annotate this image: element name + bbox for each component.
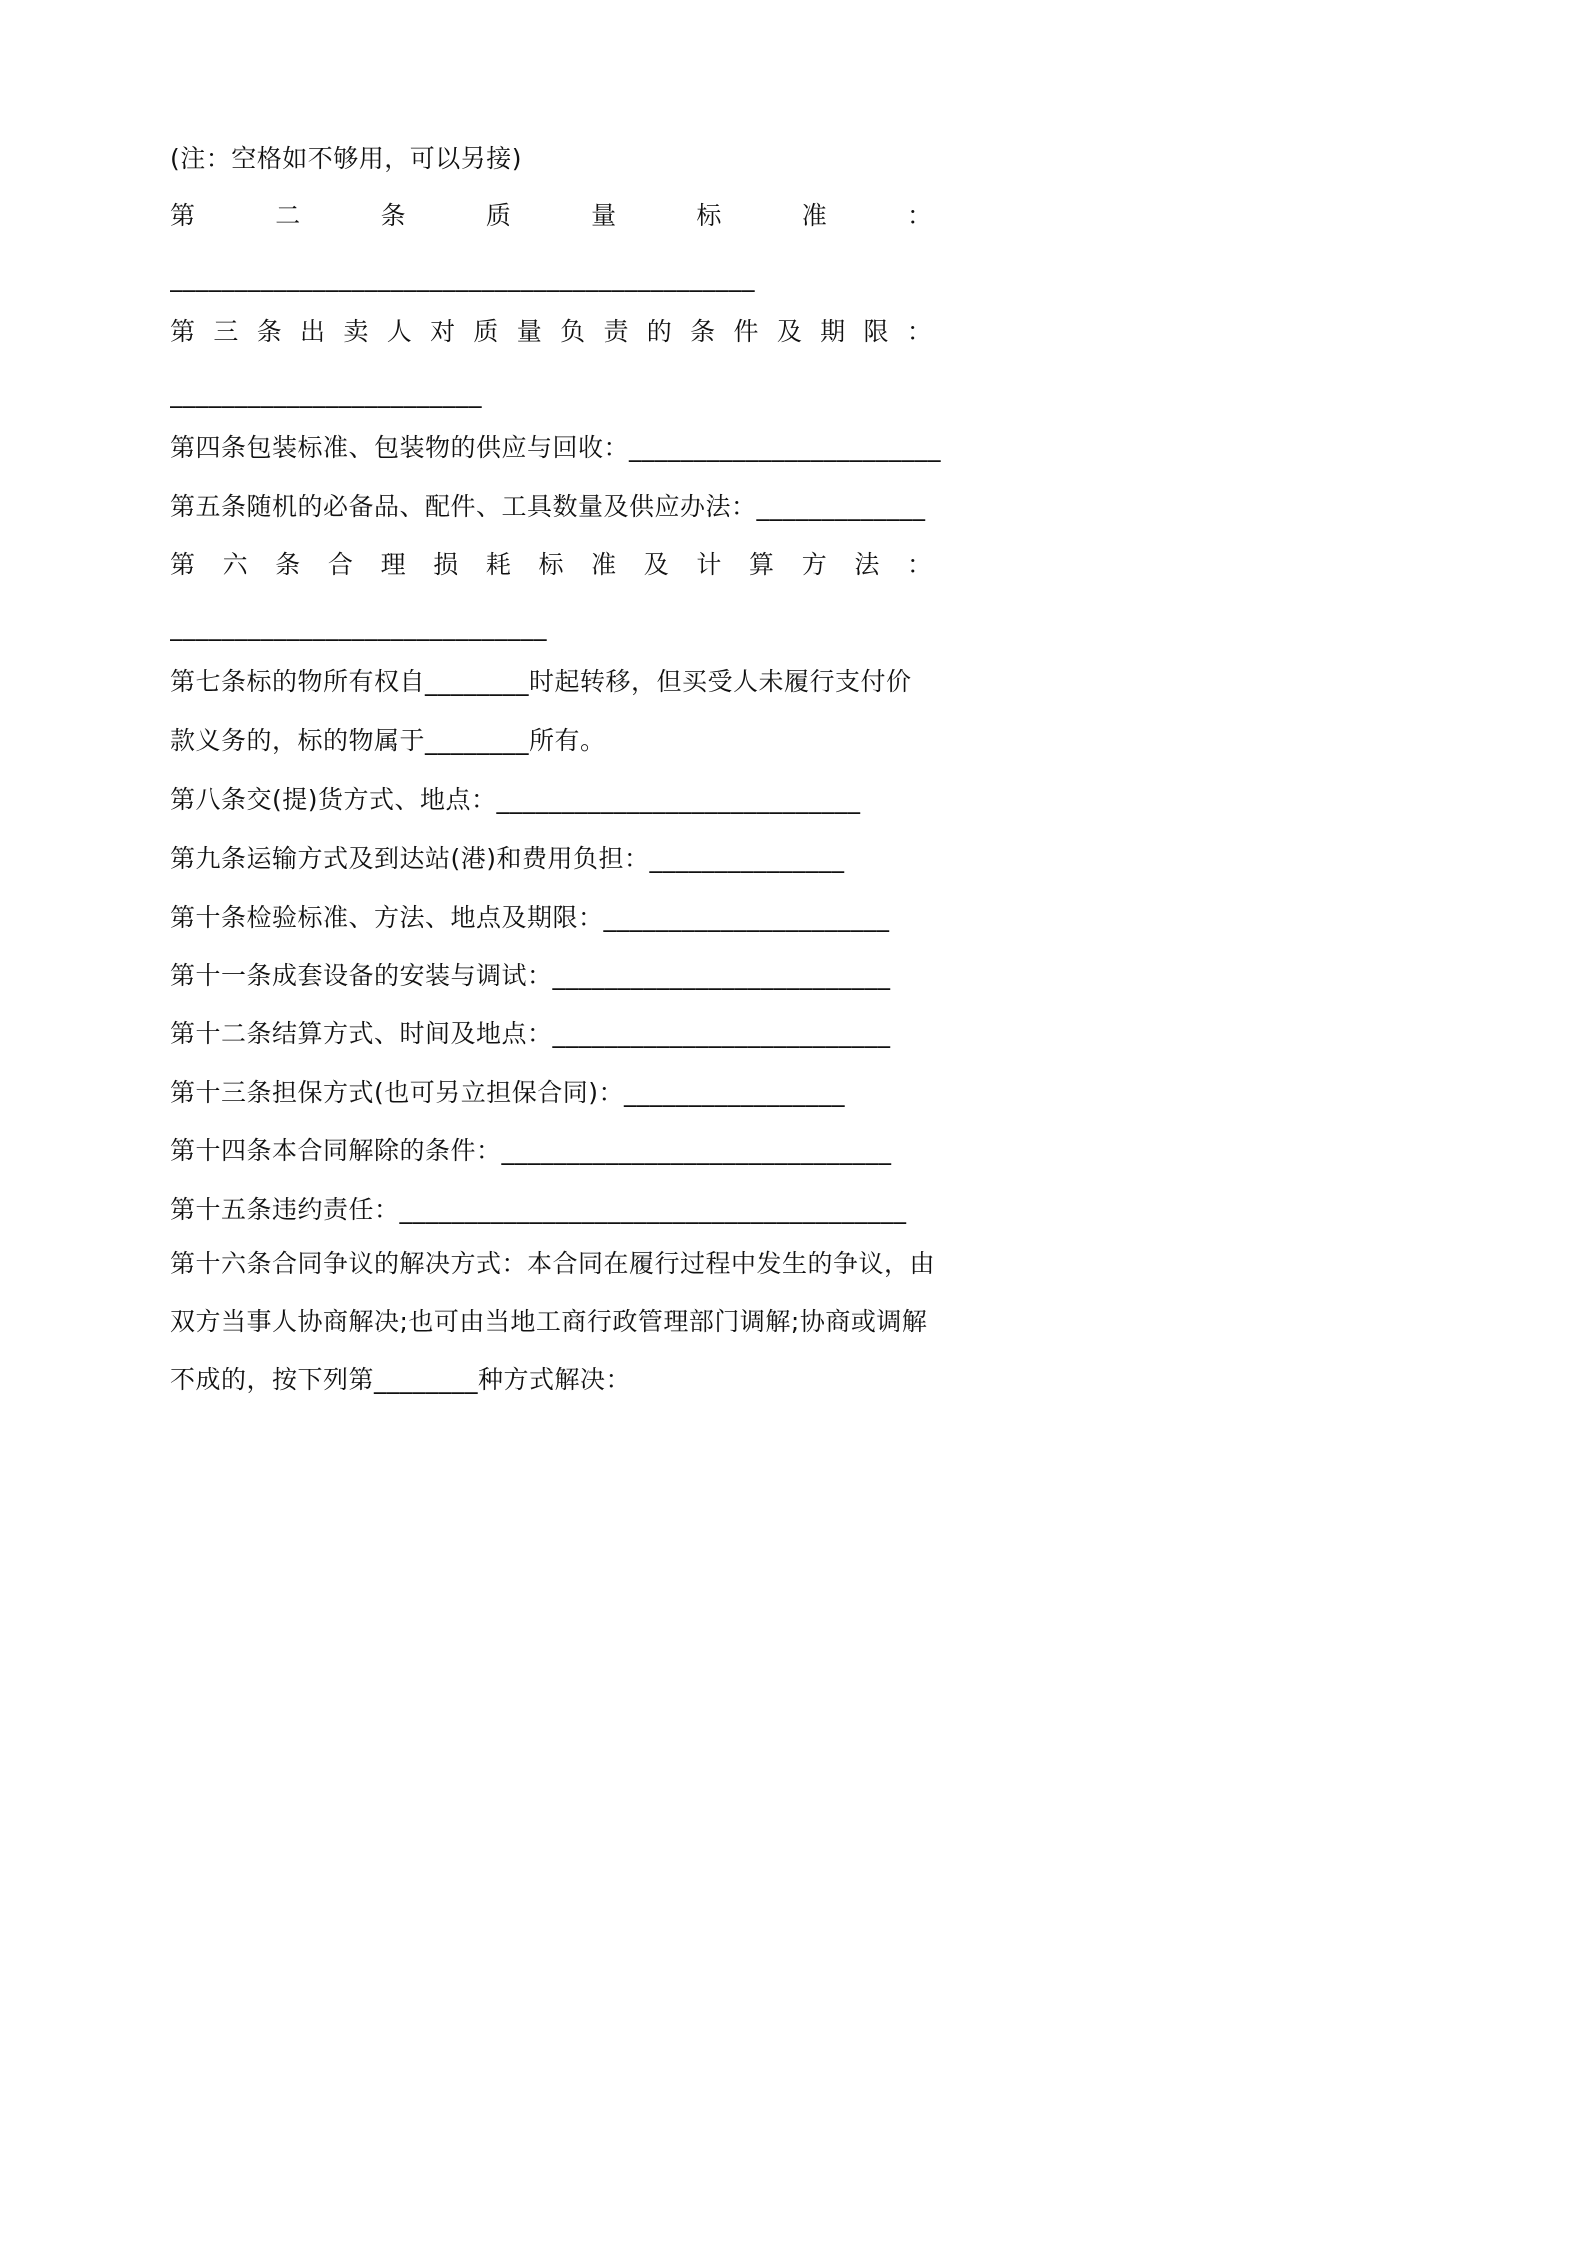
article-16-line-2: 双方当事人协商解决;也可由当地工商行政管理部门调解;协商或调解 [170, 1307, 928, 1336]
heading-char: 方 [801, 550, 827, 579]
heading-char: 条 [275, 550, 301, 579]
heading-char: 理 [380, 550, 406, 579]
heading-char: 对 [430, 317, 456, 346]
heading-char: 量 [591, 201, 617, 230]
article-12: 第十二条结算方式、时间及地点：__________________________ [170, 1019, 891, 1048]
heading-char: 三 [213, 317, 239, 346]
heading-char: 件 [733, 317, 759, 346]
heading-char: 准 [591, 550, 617, 579]
document-page [0, 0, 1103, 1560]
heading-char: 限 [863, 317, 889, 346]
article-2-heading [170, 200, 932, 232]
heading-char: 标 [696, 201, 722, 230]
heading-char: 二 [275, 201, 301, 230]
article-15: 第十五条违约责任：_______________________________________ [170, 1195, 907, 1224]
heading-char: 负 [560, 317, 586, 346]
article-5: 第五条随机的必备品、配件、工具数量及供应办法：_____________ [170, 492, 926, 521]
heading-char: 计 [696, 550, 722, 579]
article-11: 第十一条成套设备的安装与调试：__________________________ [170, 961, 891, 990]
heading-char: 卖 [343, 317, 369, 346]
heading-char: 质 [473, 317, 499, 346]
article-3-heading [170, 316, 932, 348]
article-2-blank: _____________________________________________ [170, 263, 755, 292]
heading-char: 质 [485, 201, 511, 230]
heading-char: 损 [433, 550, 459, 579]
heading-char: 合 [327, 550, 353, 579]
heading-char: 第 [170, 201, 196, 230]
heading-char: 出 [300, 317, 326, 346]
heading-char: 及 [643, 550, 669, 579]
heading-char: 人 [386, 317, 412, 346]
heading-char: 算 [749, 550, 775, 579]
heading-char: 及 [776, 317, 802, 346]
article-6-heading [170, 549, 932, 581]
heading-char: 条 [256, 317, 282, 346]
article-6-blank: _____________________________ [170, 612, 547, 641]
article-9: 第九条运输方式及到达站(港)和费用负担：_______________ [170, 844, 845, 873]
article-13: 第十三条担保方式(也可另立担保合同)：_________________ [170, 1078, 846, 1107]
article-14: 第十四条本合同解除的条件：______________________________ [170, 1136, 892, 1165]
heading-char: 的 [646, 317, 672, 346]
article-7-line-2: 款义务的，标的物属于________所有。 [170, 726, 606, 755]
note-text: (注：空格如不够用，可以另接) [170, 144, 523, 173]
heading-char: 期 [820, 317, 846, 346]
article-4: 第四条包装标准、包装物的供应与回收：________________________ [170, 433, 942, 462]
heading-char: 第 [170, 550, 196, 579]
article-16-line-3: 不成的，按下列第________种方式解决： [170, 1365, 632, 1394]
heading-char: ： [906, 550, 932, 579]
article-8: 第八条交(提)货方式、地点：____________________________ [170, 785, 861, 814]
article-7-line-1: 第七条标的物所有权自________时起转移，但买受人未履行支付价 [170, 667, 912, 696]
heading-char: 量 [516, 317, 542, 346]
article-16-line-1: 第十六条合同争议的解决方式：本合同在履行过程中发生的争议，由 [170, 1249, 936, 1278]
heading-char: 耗 [485, 550, 511, 579]
heading-char: 责 [603, 317, 629, 346]
heading-char: 六 [222, 550, 248, 579]
heading-char: ： [906, 201, 932, 230]
heading-char: 条 [690, 317, 716, 346]
heading-char: 条 [380, 201, 406, 230]
heading-char: 第 [170, 317, 196, 346]
heading-char: 准 [801, 201, 827, 230]
article-10: 第十条检验标准、方法、地点及期限：______________________ [170, 903, 890, 932]
heading-char: 法 [854, 550, 880, 579]
heading-char: 标 [538, 550, 564, 579]
heading-char: ： [906, 317, 932, 346]
article-3-blank: ________________________ [170, 379, 482, 408]
